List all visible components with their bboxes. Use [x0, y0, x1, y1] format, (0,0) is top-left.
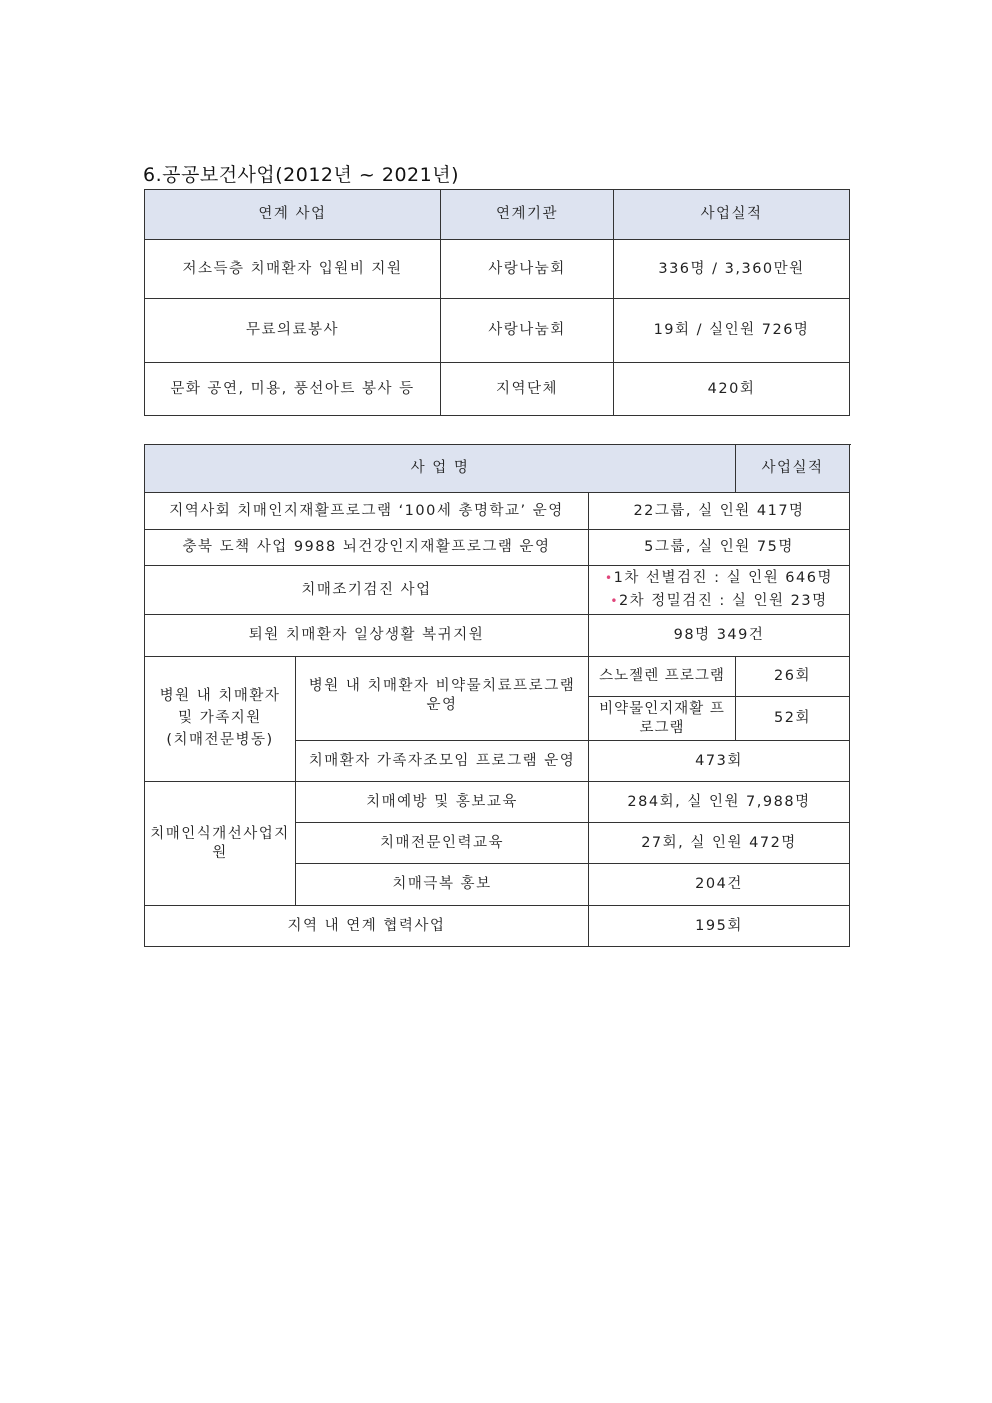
column-header: 사 업 명 [145, 445, 736, 493]
table-cell: 치매예방 및 홍보교육 [296, 782, 589, 823]
section-title: 6.공공보건사업(2012년 ~ 2021년) [143, 164, 459, 186]
table-cell: 5그룹, 실 인원 75명 [589, 530, 850, 566]
table-cell: 22그룹, 실 인원 417명 [589, 493, 850, 530]
table-cell [589, 566, 850, 615]
project-results-table [144, 444, 850, 947]
table-cell: 저소득층 치매환자 입원비 지원 [145, 240, 441, 299]
table-cell: 26회 [736, 657, 850, 697]
table-cell: 27회, 실 인원 472명 [589, 823, 850, 864]
table-cell: 무료의료봉사 [145, 299, 441, 363]
table-row [145, 906, 850, 947]
table-row [145, 657, 850, 697]
table-row [145, 240, 850, 299]
column-header: 사업실적 [614, 190, 850, 240]
table-row [145, 299, 850, 363]
table-cell: 지역단체 [441, 363, 614, 416]
table-cell: 195회 [589, 906, 850, 947]
table-cell: 지역 내 연계 협력사업 [145, 906, 589, 947]
table-cell: 병원 내 치매환자 및 가족지원 (치매전문병동) [145, 657, 296, 782]
table-row [145, 493, 850, 530]
table-cell: 52회 [736, 697, 850, 741]
table-cell: 336명 / 3,360만원 [614, 240, 850, 299]
table-cell: 사랑나눔회 [441, 240, 614, 299]
table-cell: 204건 [589, 864, 850, 906]
table-cell: 473회 [589, 741, 850, 782]
list-item: •1차 선별검진 : 실 인원 646명 [605, 569, 833, 586]
table-cell: 비약물인지재활 프로그램 [589, 697, 736, 741]
table-row [145, 566, 850, 615]
table-cell: 지역사회 치매인지재활프로그램 ‘100세 총명학교’ 운영 [145, 493, 589, 530]
column-header: 사업실적 [736, 445, 850, 493]
table-row [145, 782, 850, 823]
bullet-icon: • [610, 594, 619, 608]
table-cell: 98명 349건 [589, 615, 850, 657]
table-cell: 19회 / 실인원 726명 [614, 299, 850, 363]
table-cell: 사랑나눔회 [441, 299, 614, 363]
table-row [145, 363, 850, 416]
bullet-icon: • [605, 570, 614, 585]
table-cell: 치매극복 홍보 [296, 864, 589, 906]
table-cell: 충북 도책 사업 9988 뇌건강인지재활프로그램 운영 [145, 530, 589, 566]
table-row [145, 530, 850, 566]
table-header-row [145, 190, 850, 240]
table-cell: 치매전문인력교육 [296, 823, 589, 864]
table-cell: 284회, 실 인원 7,988명 [589, 782, 850, 823]
table-cell: 병원 내 치매환자 비약물치료프로그램 운영 [296, 657, 589, 741]
list-item: •2차 정밀검진 : 실 인원 23명 [610, 593, 828, 609]
table-row [145, 615, 850, 657]
table-cell: 치매환자 가족자조모임 프로그램 운영 [296, 741, 589, 782]
table-header-row [145, 445, 850, 493]
linked-projects-table [144, 189, 850, 416]
table-cell: 퇴원 치매환자 일상생활 복귀지원 [145, 615, 589, 657]
table-cell: 문화 공연, 미용, 풍선아트 봉사 등 [145, 363, 441, 416]
table-cell: 치매조기검진 사업 [145, 566, 589, 615]
table-cell: 스노젤렌 프로그램 [589, 657, 736, 697]
table-cell: 420회 [614, 363, 850, 416]
table-cell: 치매인식개선사업지원 [145, 782, 296, 906]
column-header: 연계기관 [441, 190, 614, 240]
column-header: 연계 사업 [145, 190, 441, 240]
